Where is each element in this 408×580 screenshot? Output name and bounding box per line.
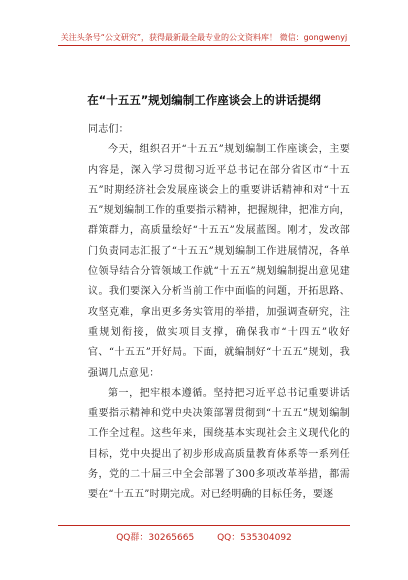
page-header: [0, 0, 408, 48]
footer-divider: [58, 525, 350, 526]
paragraph-2: 第一，把牢根本遵循。坚持把习近平总书记重要讲话重要指示精神和党中央决策部署贯彻到“十五五”规划编制工作全过程。这些年来，围绕基本实现社会主义现代化的目标，党中央提出了初步形成高质量教育体系等一系列任务，党的二十届三中全会部署了300多项改革举措，都需要在“十五五”时期完成。对已经明确的目标任务，要逐: [88, 387, 350, 501]
page-footer: [0, 530, 408, 543]
salutation: 同志们：: [88, 124, 129, 135]
footer-qq-id: QQ：535304092: [217, 533, 292, 543]
paragraph-1: 今天，组织召开“十五五”规划编制工作座谈会，主要内容是，深入学习贯彻习近平总书记在部分省区市“十五五”时期经济社会发展座谈会上的重要讲话精神和对“十五五”规划编制工作的重要指示精神，把握规律，把准方向，群策群力，高质量绘好“十五五”发展蓝图。刚才，发改部门负责同志汇报了“十五五”规划编制工作进展情况，各单位领导结合分管领域工作就“十五五”规划编制提出意见建议。我们要深入分析当前工作中面临的问题，开拓思路、攻坚克难，拿出更多务实管用的举措，加强调查研究，注重规划衔接，做实项目支撑，确保我市“十四五”收好官、“十五五”开好局。下面，就编制好“十五五”规划，我强调几点意见：: [88, 144, 350, 379]
header-divider: [58, 45, 350, 46]
footer-qq-group: QQ群：30265665: [116, 533, 195, 543]
header-notice: 关注头条号“公文研究”，获得最新最全最专业的公文资料库！ 微信：gongwenyj: [60, 33, 348, 42]
document-body: [88, 120, 350, 506]
document-title: 在“十五五”规划编制工作座谈会上的讲话提纲: [87, 93, 321, 107]
